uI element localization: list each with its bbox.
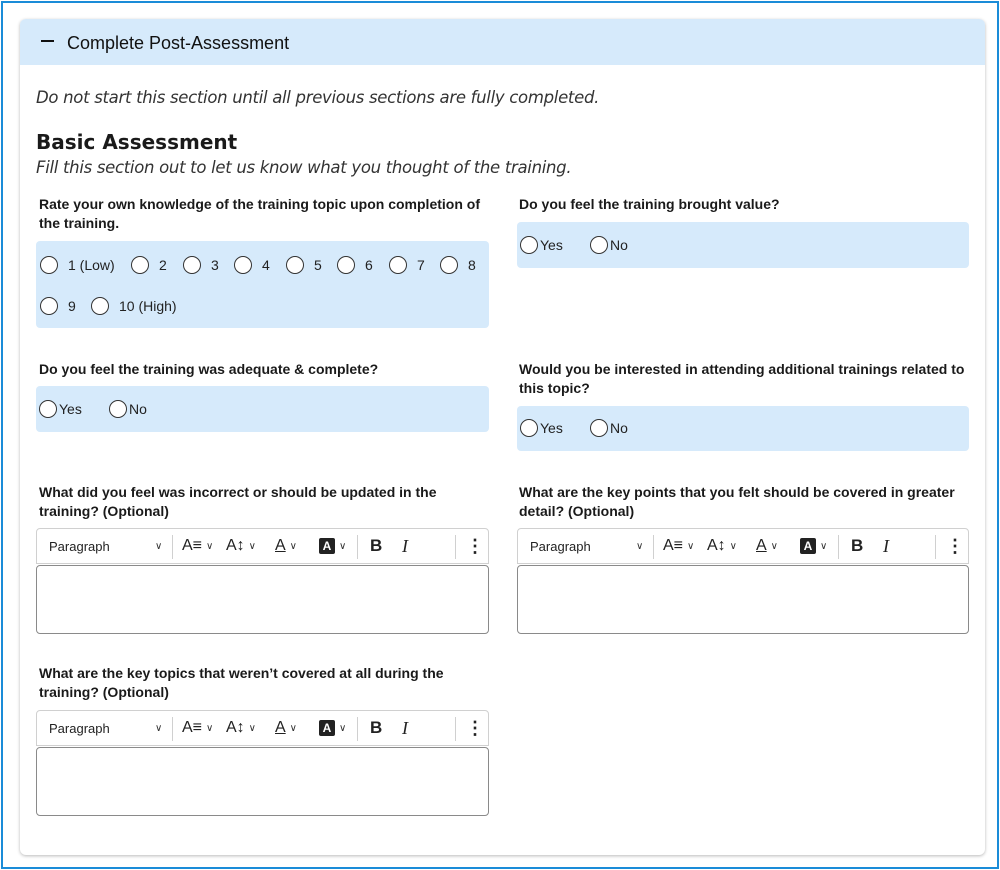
adequate-option-no[interactable]: No	[109, 400, 147, 418]
line-height-icon: A↕	[226, 537, 245, 554]
value-radio-group	[517, 222, 969, 268]
chevron-down-icon: ∨	[248, 722, 256, 734]
chevron-down-icon: ∨	[339, 540, 347, 552]
knowledge-option-3[interactable]: 3	[183, 256, 219, 274]
knowledge-option-10[interactable]: 10 (High)	[91, 297, 177, 315]
background-color-button[interactable]	[319, 529, 346, 563]
page-frame	[1, 1, 999, 869]
background-color-icon: A	[319, 538, 335, 554]
knowledge-radio-group	[36, 241, 489, 328]
interest-option-no[interactable]: No	[590, 419, 628, 437]
section-note: Do not start this section until all previous sections are fully completed.	[36, 88, 600, 107]
chevron-down-icon: ∨	[155, 722, 163, 734]
post-assessment-card	[20, 19, 985, 855]
radio-circle[interactable]	[131, 256, 149, 274]
interest-question-label: Would you be interested in attending additional trainings related to this topic?	[519, 361, 965, 396]
bold-icon: B	[851, 536, 864, 555]
italic-icon: I	[883, 535, 889, 556]
bold-button[interactable]	[370, 529, 382, 563]
more-vertical-icon: ⋮	[466, 717, 484, 738]
line-height-button[interactable]	[226, 529, 256, 563]
font-size-button[interactable]	[182, 711, 213, 745]
basic-assessment-title: Basic Assessment	[36, 130, 238, 154]
value-option-yes[interactable]: Yes	[520, 236, 563, 254]
radio-circle[interactable]	[39, 400, 57, 418]
section-title: Complete Post-Assessment	[67, 33, 290, 53]
italic-button[interactable]	[402, 529, 408, 563]
background-color-button[interactable]	[800, 529, 827, 563]
radio-circle[interactable]	[590, 236, 608, 254]
bold-button[interactable]	[370, 711, 382, 745]
font-size-icon: A≡	[663, 537, 684, 554]
radio-circle[interactable]	[91, 297, 109, 315]
chevron-down-icon: ∨	[289, 540, 297, 552]
radio-circle[interactable]	[337, 256, 355, 274]
keypoints-editor-toolbar	[517, 528, 969, 564]
radio-circle[interactable]	[389, 256, 407, 274]
line-height-icon: A↕	[707, 537, 726, 554]
radio-circle[interactable]	[40, 256, 58, 274]
knowledge-question-label: Rate your own knowledge of the training topic upon completion of the training.	[39, 196, 480, 231]
more-options-button[interactable]	[466, 529, 484, 563]
chevron-down-icon: ∨	[339, 722, 347, 734]
interest-radio-group	[517, 406, 969, 451]
radio-circle[interactable]	[520, 419, 538, 437]
radio-circle[interactable]	[109, 400, 127, 418]
paragraph-format-dropdown[interactable]: Paragraph ∨	[530, 538, 644, 554]
toolbar-divider	[357, 717, 358, 741]
chevron-down-icon: ∨	[248, 540, 256, 552]
font-color-icon: A	[275, 719, 286, 736]
toolbar-divider	[172, 717, 173, 741]
toolbar-divider	[455, 717, 456, 741]
background-color-icon: A	[319, 720, 335, 736]
toolbar-divider	[357, 535, 358, 559]
toolbar-divider	[455, 535, 456, 559]
topics-editor-toolbar	[36, 710, 489, 746]
value-option-no[interactable]: No	[590, 236, 628, 254]
chevron-down-icon: ∨	[770, 540, 778, 552]
knowledge-option-5[interactable]: 5	[286, 256, 322, 274]
font-size-button[interactable]	[663, 529, 694, 563]
toolbar-divider	[838, 535, 839, 559]
radio-circle[interactable]	[234, 256, 252, 274]
italic-icon: I	[402, 535, 408, 556]
chevron-down-icon: ∨	[206, 540, 214, 552]
incorrect-question-label: What did you feel was incorrect or should be updated in the training? (Optional)	[39, 484, 437, 519]
keypoints-question-label: What are the key points that you felt should be covered in greater detail? (Optional)	[519, 484, 955, 519]
knowledge-option-9[interactable]: 9	[40, 297, 76, 315]
chevron-down-icon: ∨	[636, 540, 644, 552]
font-color-button[interactable]	[275, 711, 297, 745]
knowledge-option-7[interactable]: 7	[389, 256, 425, 274]
radio-circle[interactable]	[286, 256, 304, 274]
font-color-icon: A	[275, 537, 286, 554]
topics-question-label: What are the key topics that weren’t covered at all during the training? (Optional)	[39, 665, 444, 700]
knowledge-option-8[interactable]: 8	[440, 256, 476, 274]
topics-text-editor[interactable]	[36, 747, 489, 816]
chevron-down-icon: ∨	[820, 540, 828, 552]
more-options-button[interactable]	[946, 529, 964, 563]
radio-circle[interactable]	[590, 419, 608, 437]
toolbar-divider	[653, 535, 654, 559]
knowledge-option-2[interactable]: 2	[131, 256, 167, 274]
radio-circle[interactable]	[40, 297, 58, 315]
adequate-radio-group	[36, 386, 489, 432]
incorrect-editor-toolbar	[36, 528, 489, 564]
radio-circle[interactable]	[440, 256, 458, 274]
bold-icon: B	[370, 536, 383, 555]
section-header[interactable]	[20, 19, 985, 65]
adequate-question-label: Do you feel the training was adequate & complete?	[39, 361, 379, 377]
font-size-icon: A≡	[182, 537, 203, 554]
line-height-button[interactable]	[226, 711, 256, 745]
background-color-icon: A	[800, 538, 816, 554]
keypoints-text-editor[interactable]	[517, 565, 969, 634]
chevron-down-icon: ∨	[289, 722, 297, 734]
paragraph-format-dropdown[interactable]: Paragraph ∨	[49, 538, 163, 554]
chevron-down-icon: ∨	[155, 540, 163, 552]
line-height-button[interactable]	[707, 529, 737, 563]
value-question-label: Do you feel the training brought value?	[519, 196, 780, 212]
basic-assessment-subtitle: Fill this section out to let us know what you thought of the training.	[36, 158, 572, 177]
bold-button[interactable]	[851, 529, 863, 563]
toolbar-divider	[172, 535, 173, 559]
bold-icon: B	[370, 718, 383, 737]
italic-button[interactable]	[883, 529, 889, 563]
knowledge-option-1[interactable]: 1 (Low)	[40, 256, 115, 274]
italic-button[interactable]	[402, 711, 408, 745]
more-options-button[interactable]	[466, 711, 484, 745]
font-color-button[interactable]	[275, 529, 297, 563]
font-color-icon: A	[756, 537, 767, 554]
toolbar-divider	[935, 535, 936, 559]
more-vertical-icon: ⋮	[946, 535, 964, 556]
knowledge-option-4[interactable]: 4	[234, 256, 270, 274]
chevron-down-icon: ∨	[729, 540, 737, 552]
background-color-button[interactable]	[319, 711, 346, 745]
collapse-minus-icon[interactable]	[41, 40, 54, 42]
paragraph-format-dropdown[interactable]: Paragraph ∨	[49, 720, 163, 736]
line-height-icon: A↕	[226, 719, 245, 736]
more-vertical-icon: ⋮	[466, 535, 484, 556]
chevron-down-icon: ∨	[206, 722, 214, 734]
font-size-button[interactable]	[182, 529, 213, 563]
adequate-option-yes[interactable]: Yes	[39, 400, 82, 418]
italic-icon: I	[402, 717, 408, 738]
interest-option-yes[interactable]: Yes	[520, 419, 563, 437]
knowledge-option-6[interactable]: 6	[337, 256, 373, 274]
chevron-down-icon: ∨	[687, 540, 695, 552]
radio-circle[interactable]	[520, 236, 538, 254]
radio-circle[interactable]	[183, 256, 201, 274]
font-size-icon: A≡	[182, 719, 203, 736]
incorrect-text-editor[interactable]	[36, 565, 489, 634]
font-color-button[interactable]	[756, 529, 778, 563]
